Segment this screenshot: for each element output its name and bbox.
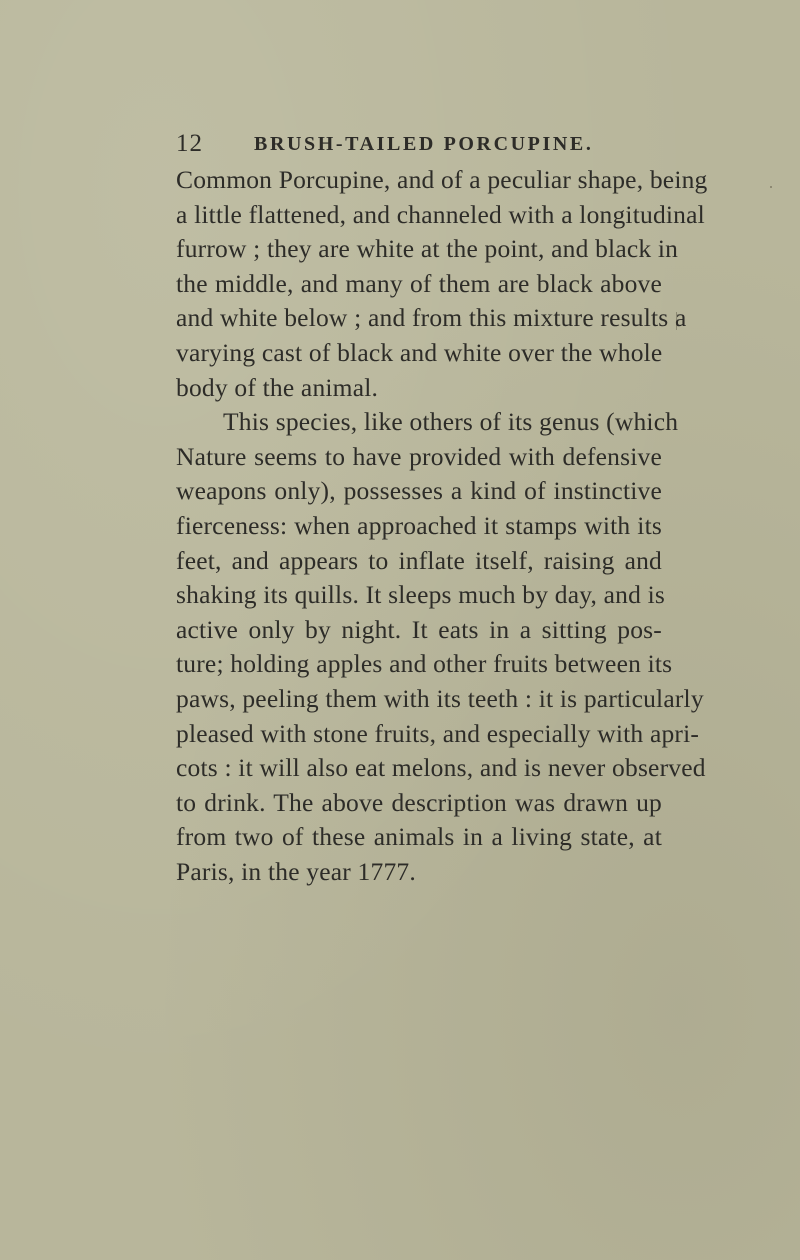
text-line: paws, peeling them with its teeth : it is particularly xyxy=(176,683,704,713)
paragraph-2 xyxy=(176,405,706,889)
body-text xyxy=(176,163,708,889)
text-line: from two of these animals in a living state, at xyxy=(176,822,662,852)
text-line: active only by night. It eats in a sitting pos- xyxy=(176,614,662,644)
page-number: 12 xyxy=(176,130,203,157)
text-line: This species, like others of its genus (which xyxy=(223,407,679,437)
text-line: a little flattened, and channeled with a longitudinal xyxy=(176,199,705,229)
text-line: pleased with stone fruits, and especially with apri- xyxy=(176,718,700,748)
text-line: furrow ; they are white at the point, and black in xyxy=(176,234,679,264)
text-line: weapons only), possesses a kind of instinctive xyxy=(176,476,662,506)
text-line: ture; holding apples and other fruits between its xyxy=(176,649,673,679)
text-line: the middle, and many of them are black above xyxy=(176,268,662,298)
text-line: varying cast of black and white over the whole xyxy=(176,337,663,367)
paragraph-1 xyxy=(176,163,708,405)
running-head xyxy=(170,130,680,162)
text-line: and white below ; and from this mixture results a xyxy=(176,303,687,333)
text-line: Common Porcupine, and of a peculiar shape, being xyxy=(176,165,708,194)
text-line: feet, and appears to inflate itself, raising and xyxy=(176,545,662,575)
paper-speck xyxy=(770,186,772,188)
text-line: body of the animal. xyxy=(176,372,379,402)
text-line: shaking its quills. It sleeps much by day, and is xyxy=(176,580,666,610)
text-line: Nature seems to have provided with defensive xyxy=(176,441,662,471)
text-line: cots : it will also eat melons, and is never observed xyxy=(176,753,706,783)
text-line: to drink. The above description was drawn up xyxy=(176,787,662,817)
text-line: fierceness: when approached it stamps with its xyxy=(176,510,662,540)
running-title: BRUSH-TAILED PORCUPINE. xyxy=(254,133,594,155)
text-line: Paris, in the year 1777. xyxy=(176,856,416,886)
paper-speck xyxy=(676,312,677,330)
